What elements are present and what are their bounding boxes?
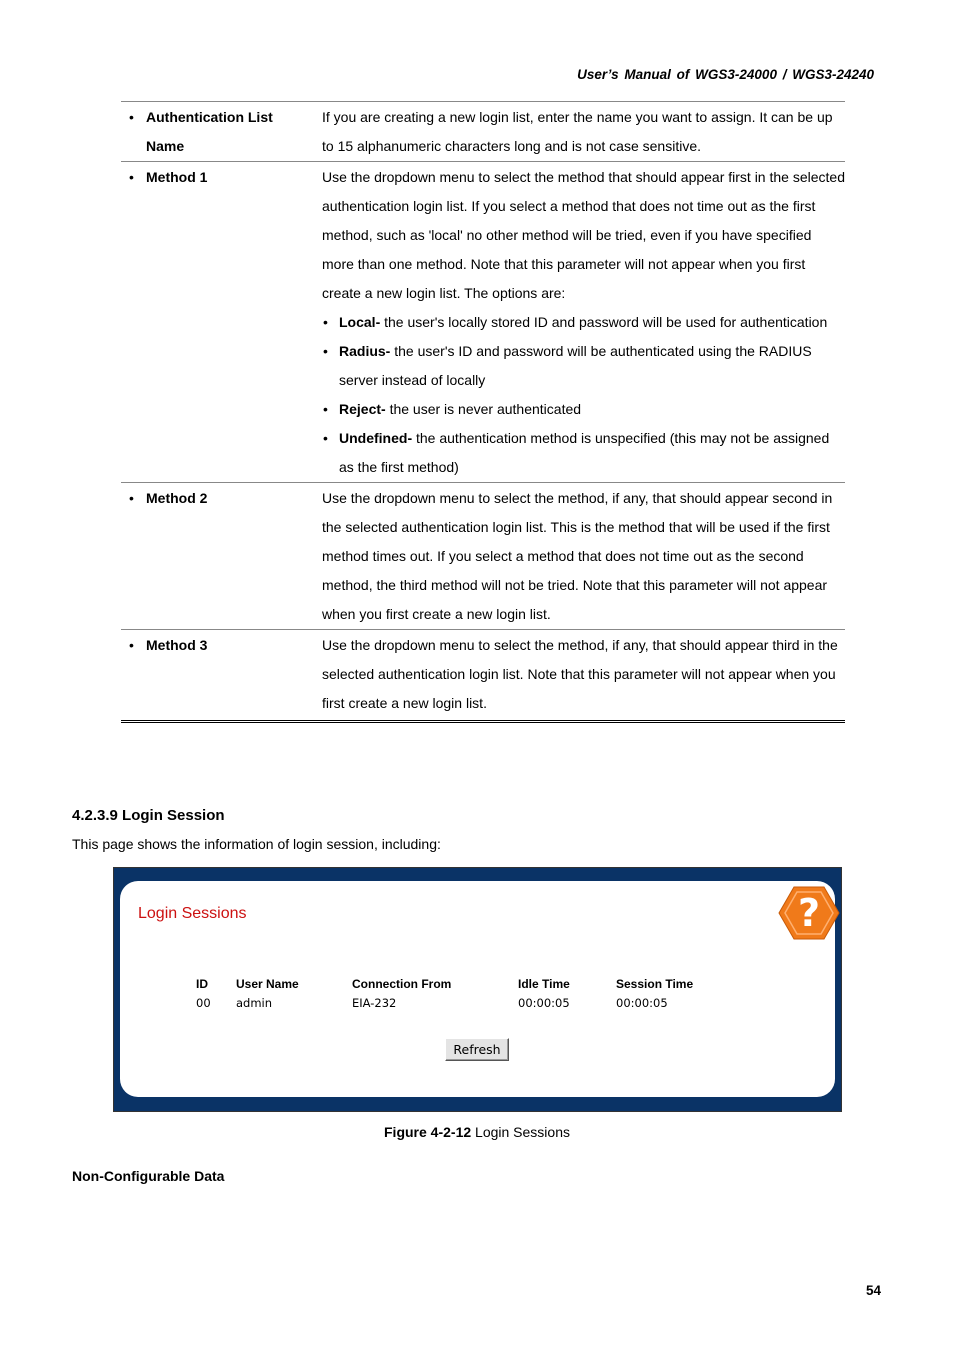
option-item [339, 337, 845, 395]
table-cell: admin [236, 995, 273, 1010]
param-row [121, 102, 845, 162]
table-cell: 00 [196, 995, 211, 1010]
column-header: User Name [236, 976, 299, 991]
param-description: If you are creating a new login list, enter the name you want to assign. It can be up to 15 alphanumeric characters long and is not case sensitive. [322, 102, 845, 162]
page-number: 54 [865, 1283, 881, 1298]
param-row [121, 162, 845, 483]
option-label: Local- [339, 314, 381, 330]
refresh-button[interactable]: Refresh [445, 1038, 509, 1061]
param-name: Authentication List Name [146, 109, 273, 154]
option-item [339, 424, 845, 482]
page-header: User’s Manual of WGS3-24000 / WGS3-24240 [577, 67, 874, 82]
figure-number: Figure 4-2-12 [384, 1124, 472, 1140]
option-text: the user's ID and password will be authenticated using the RADIUS server instead of locally [339, 343, 812, 388]
sessions-table-wrap [196, 974, 716, 1012]
table-header-row [196, 974, 716, 993]
param-description-text: Use the dropdown menu to select the method that should appear first in the selected authentication login list. If you select a method that does not time out as the first method, such as 'local' no other method will be tried, even if you have specified more than one method. Note that this parameter will not appear when you first create a new login list. The options are: [322, 169, 845, 301]
figure-text: Login Sessions [471, 1124, 570, 1140]
column-header: Session Time [616, 976, 694, 991]
parameter-table [121, 101, 845, 723]
option-label: Radius- [339, 343, 391, 359]
table-cell: 00:00:05 [616, 995, 668, 1010]
bullet-icon: • [129, 109, 134, 125]
option-text: the user's locally stored ID and password will be used for authentication [380, 314, 828, 330]
option-item [339, 395, 845, 424]
figure-caption [0, 1124, 954, 1140]
bullet-icon: • [129, 637, 134, 653]
option-label: Undefined- [339, 430, 413, 446]
section-title: 4.2.3.9 Login Session [72, 807, 225, 824]
bullet-icon: • [129, 490, 134, 506]
svg-text:?: ? [797, 891, 821, 935]
table-row [196, 993, 716, 1012]
option-list [322, 308, 845, 482]
subheading: Non-Configurable Data [72, 1168, 225, 1184]
section-intro: This page shows the information of login session, including: [72, 836, 441, 852]
column-header: Connection From [352, 976, 452, 991]
param-name: Method 3 [146, 637, 208, 653]
login-sessions-screenshot [113, 867, 842, 1112]
bullet-icon: • [129, 169, 134, 185]
sessions-table [196, 974, 716, 1012]
param-row [121, 483, 845, 630]
column-header: Idle Time [518, 976, 570, 991]
panel-title: Login Sessions [138, 905, 247, 922]
param-description [322, 162, 845, 483]
option-text: the authentication method is unspecified (this may not be assigned as the first method) [339, 430, 830, 475]
help-question-icon[interactable] [778, 885, 840, 941]
table-cell: EIA-232 [352, 995, 397, 1010]
column-header: ID [196, 976, 208, 991]
option-item [339, 308, 845, 337]
option-label: Reject- [339, 401, 386, 417]
param-name: Method 2 [146, 490, 208, 506]
param-name: Method 1 [146, 169, 208, 185]
content-panel [120, 881, 835, 1097]
param-row [121, 630, 845, 722]
param-description: Use the dropdown menu to select the method, if any, that should appear third in the selected authentication login list. Note that this parameter will not appear when you first create a new login list. [322, 630, 845, 722]
option-text: the user is never authenticated [385, 401, 582, 417]
table-cell: 00:00:05 [518, 995, 570, 1010]
param-description: Use the dropdown menu to select the method, if any, that should appear second in the selected authentication login list. This is the method that will be used if the first method times out. If you select a method that does not time out as the second method, the third method will not be tried. Note that this parameter will not appear when you first create a new login list. [322, 483, 845, 630]
